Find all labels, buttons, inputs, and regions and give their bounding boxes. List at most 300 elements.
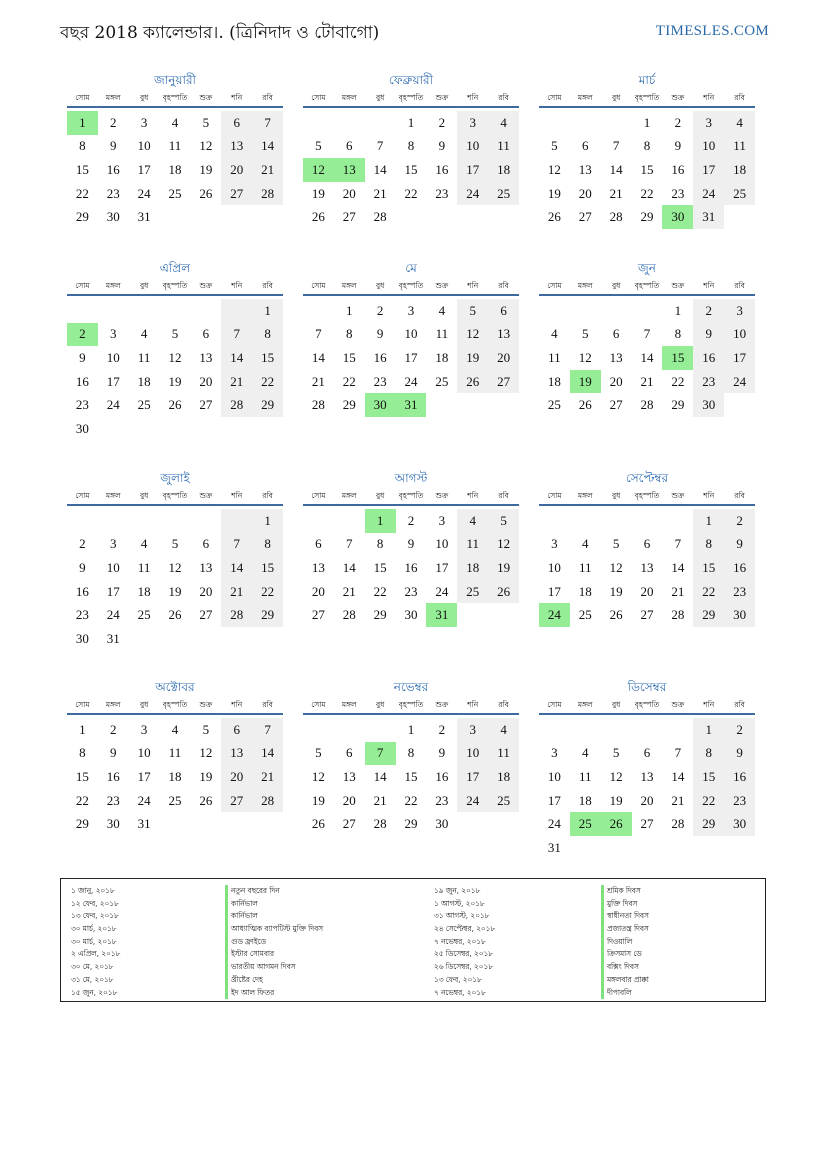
weekday-label: শুক্র [199, 281, 213, 290]
legend-holiday-name: কার্নিভাল [225, 910, 323, 923]
day: 17 [106, 583, 120, 599]
day: 17 [693, 158, 724, 182]
legend-date: ৩০ মার্চ, ২০১৮ [71, 924, 117, 934]
day: 28 [252, 182, 283, 206]
day: 10 [547, 768, 561, 784]
day: 6 [582, 138, 589, 154]
weekday-label: বুধ [139, 93, 149, 102]
day: 19 [199, 768, 213, 784]
weekday-label: বুধ [375, 700, 385, 709]
weekday-label: বৃহস্পতি [162, 491, 188, 500]
empty-day [457, 205, 488, 229]
day: 15 [252, 556, 283, 580]
weekday-label: সোম [311, 700, 326, 709]
day: 7 [612, 138, 620, 154]
day: 13 [609, 349, 623, 365]
day: 3 [407, 302, 415, 318]
day-grid [67, 509, 283, 651]
weekday-label: মঙ্গল [341, 491, 357, 500]
empty-day [221, 417, 252, 441]
day: 25 [578, 607, 592, 623]
day: 22 [342, 373, 356, 389]
day: 2 [376, 302, 384, 318]
month-calendar [539, 677, 755, 860]
day: 24 [457, 182, 488, 206]
day: 30 [693, 393, 724, 417]
day: 14 [373, 161, 387, 177]
day: 26 [199, 792, 213, 808]
day: 15 [693, 556, 724, 580]
day: 26 [578, 397, 592, 413]
empty-day [160, 812, 191, 836]
legend-date: ৩০ মার্চ, ২০১৮ [71, 936, 117, 946]
day: 2 [438, 114, 446, 130]
day: 25 [488, 789, 519, 813]
legend-names-col-2 [601, 885, 649, 999]
day: 5 [202, 114, 210, 130]
day: 8 [643, 138, 651, 154]
day: 6 [221, 718, 252, 742]
day-grid [539, 111, 755, 229]
empty-day [160, 299, 191, 323]
day: 9 [438, 745, 446, 761]
day: 15 [404, 768, 418, 784]
day: 1 [693, 509, 724, 533]
day: 4 [140, 536, 148, 552]
weekday-header [303, 488, 519, 506]
empty-day [334, 509, 365, 533]
day: 24 [404, 373, 418, 389]
day: 23 [724, 789, 755, 813]
legend-dates-col-1 [71, 885, 120, 999]
day: 18 [578, 792, 592, 808]
empty-day [190, 812, 221, 836]
day-grid [539, 718, 755, 860]
day: 21 [640, 373, 654, 389]
day: 17 [457, 765, 488, 789]
weekday-label: শনি [703, 281, 715, 290]
day: 23 [435, 792, 449, 808]
empty-day [539, 299, 570, 323]
day: 24 [106, 607, 120, 623]
empty-day [539, 111, 570, 135]
weekday-label: রবি [734, 281, 745, 290]
day: 27 [342, 816, 356, 832]
empty-day [601, 836, 632, 860]
day: 24 [137, 792, 151, 808]
day: 20 [640, 583, 654, 599]
legend-date: ৩১ মে, ২০১৮ [71, 974, 114, 984]
day: 21 [221, 370, 252, 394]
day: 24 [547, 816, 561, 832]
site-link[interactable]: TIMESLES.COM [655, 23, 769, 39]
day: 4 [438, 302, 446, 318]
legend-holiday-name: ইস্টার সোমবার [225, 948, 323, 961]
weekday-label: বুধ [139, 491, 149, 500]
page-header [60, 18, 769, 48]
day: 6 [221, 111, 252, 135]
day: 11 [457, 533, 488, 557]
weekday-label: বুধ [139, 700, 149, 709]
day: 24 [106, 397, 120, 413]
day: 12 [488, 533, 519, 557]
empty-day [539, 718, 570, 742]
day: 13 [578, 161, 592, 177]
day: 13 [221, 742, 252, 766]
day: 16 [671, 161, 685, 177]
day: 6 [346, 745, 353, 761]
day: 22 [252, 370, 283, 394]
day: 29 [671, 397, 685, 413]
day: 7 [674, 536, 682, 552]
day: 21 [609, 185, 623, 201]
weekday-label: বুধ [375, 93, 385, 102]
day: 1 [252, 509, 283, 533]
day: 24 [724, 370, 755, 394]
empty-day [334, 111, 365, 135]
day: 17 [547, 792, 561, 808]
day: 22 [671, 373, 685, 389]
day: 31 [693, 205, 724, 229]
day: 16 [724, 556, 755, 580]
day-grid [67, 111, 283, 229]
legend-holiday-name: খ্রীষ্টের দেহ [225, 974, 323, 987]
empty-day [221, 299, 252, 323]
weekday-label: শুক্র [671, 281, 685, 290]
empty-day [632, 836, 663, 860]
day: 27 [609, 397, 623, 413]
day: 20 [342, 792, 356, 808]
day: 25 [137, 607, 151, 623]
day: 5 [315, 745, 322, 761]
day: 29 [75, 209, 89, 225]
month-calendar [303, 258, 519, 417]
day: 3 [140, 114, 148, 130]
day: 14 [609, 161, 623, 177]
day: 18 [168, 161, 182, 177]
weekday-label: রবি [498, 281, 509, 290]
day-grid [67, 718, 283, 836]
day: 22 [693, 789, 724, 813]
empty-day [632, 718, 663, 742]
day: 8 [79, 745, 86, 761]
empty-day [570, 718, 601, 742]
day: 13 [488, 323, 519, 347]
weekday-label: বৃহস্পতি [398, 281, 424, 290]
weekday-label: শনি [231, 281, 243, 290]
empty-day [303, 299, 334, 323]
day: 27 [578, 209, 592, 225]
day: 20 [199, 373, 213, 389]
weekday-label: বৃহস্পতি [398, 93, 424, 102]
empty-day [601, 509, 632, 533]
day: 2 [438, 721, 446, 737]
day: 20 [609, 373, 623, 389]
day: 22 [693, 580, 724, 604]
month-name: মে [405, 261, 417, 275]
day: 4 [140, 326, 148, 342]
day: 11 [168, 138, 182, 154]
day: 29 [640, 209, 654, 225]
empty-day [539, 509, 570, 533]
weekday-label: রবি [498, 700, 509, 709]
empty-day [570, 836, 601, 860]
day: 28 [671, 607, 685, 623]
day: 21 [252, 158, 283, 182]
day: 2 [407, 512, 415, 528]
day: 4 [488, 718, 519, 742]
holiday-day: 30 [365, 393, 396, 417]
day: 23 [75, 607, 89, 623]
day: 25 [457, 580, 488, 604]
day: 12 [168, 349, 182, 365]
month-calendar [539, 468, 755, 627]
empty-day [426, 393, 457, 417]
day: 26 [457, 370, 488, 394]
day: 17 [106, 373, 120, 389]
day: 18 [724, 158, 755, 182]
weekday-label: বৃহস্পতি [634, 700, 660, 709]
day: 19 [488, 556, 519, 580]
weekday-label: শনি [231, 700, 243, 709]
day: 4 [457, 509, 488, 533]
day: 1 [674, 302, 682, 318]
empty-day [396, 205, 427, 229]
day: 5 [612, 745, 620, 761]
weekday-label: সোম [311, 93, 326, 102]
day: 10 [106, 559, 120, 575]
weekday-label: মঙ্গল [105, 93, 121, 102]
legend-date: ১৩ ফেব, ২০১৮ [71, 911, 119, 921]
weekday-label: মঙ্গল [105, 281, 121, 290]
holiday-day: 31 [396, 393, 427, 417]
weekday-label: শুক্র [199, 93, 213, 102]
day: 7 [221, 533, 252, 557]
day: 30 [75, 630, 89, 646]
empty-day [67, 509, 98, 533]
day: 26 [199, 185, 213, 201]
holiday-day: 1 [365, 509, 396, 533]
day: 28 [311, 397, 325, 413]
weekday-label: বৃহস্পতি [162, 93, 188, 102]
empty-day [160, 205, 191, 229]
weekday-label: বৃহস্পতি [634, 281, 660, 290]
empty-day [724, 393, 755, 417]
weekday-label: সোম [75, 700, 90, 709]
day: 23 [75, 397, 89, 413]
day: 5 [171, 536, 179, 552]
empty-day [98, 299, 129, 323]
day: 6 [202, 326, 210, 342]
weekday-label: বুধ [375, 491, 385, 500]
weekday-label: শনি [703, 700, 715, 709]
legend-holiday-name: দীপাবলি [601, 987, 649, 1000]
day: 26 [609, 607, 623, 623]
weekday-label: বৃহস্পতি [634, 93, 660, 102]
day: 9 [438, 138, 446, 154]
day: 16 [435, 768, 449, 784]
day: 14 [671, 768, 685, 784]
weekday-label: সোম [75, 281, 90, 290]
day: 18 [578, 583, 592, 599]
empty-day [303, 718, 334, 742]
weekday-label: রবি [734, 93, 745, 102]
day: 18 [168, 768, 182, 784]
holiday-day: 2 [67, 323, 98, 347]
day: 29 [342, 397, 356, 413]
day: 28 [373, 816, 387, 832]
day: 5 [457, 299, 488, 323]
weekday-label: শুক্র [671, 93, 685, 102]
empty-day [365, 718, 396, 742]
day: 13 [342, 768, 356, 784]
day: 9 [724, 533, 755, 557]
day: 16 [724, 765, 755, 789]
holiday-day: 25 [570, 812, 601, 836]
day: 20 [578, 185, 592, 201]
day: 28 [373, 209, 387, 225]
weekday-label: শুক্র [435, 281, 449, 290]
weekday-label: বুধ [375, 281, 385, 290]
month-calendar [67, 258, 283, 441]
day: 10 [693, 135, 724, 159]
weekday-label: বৃহস্পতি [162, 700, 188, 709]
day: 12 [199, 745, 213, 761]
day: 4 [582, 745, 589, 761]
day: 7 [252, 718, 283, 742]
day: 27 [199, 397, 213, 413]
month-name: এপ্রিল [159, 261, 191, 275]
day: 6 [643, 745, 651, 761]
day: 29 [252, 393, 283, 417]
day: 16 [404, 559, 418, 575]
day: 22 [75, 792, 89, 808]
day: 21 [221, 580, 252, 604]
day: 19 [311, 792, 325, 808]
day: 19 [609, 792, 623, 808]
day: 15 [640, 161, 654, 177]
empty-day [693, 836, 724, 860]
day: 19 [547, 185, 561, 201]
day: 26 [311, 209, 325, 225]
day: 8 [376, 536, 384, 552]
day: 23 [435, 185, 449, 201]
day: 3 [724, 299, 755, 323]
weekday-label: সোম [75, 93, 90, 102]
empty-day [570, 509, 601, 533]
month-name: ফেব্রুয়ারী [388, 73, 434, 87]
day: 30 [724, 603, 755, 627]
empty-day [457, 812, 488, 836]
day: 6 [202, 536, 210, 552]
day: 30 [724, 812, 755, 836]
weekday-label: বুধ [611, 281, 621, 290]
day: 18 [137, 373, 151, 389]
weekday-label: বুধ [611, 700, 621, 709]
empty-day [601, 111, 632, 135]
day: 14 [252, 135, 283, 159]
weekday-header [67, 488, 283, 506]
weekday-label: মঙ্গল [105, 700, 121, 709]
weekday-header [303, 278, 519, 296]
weekday-label: রবি [262, 93, 273, 102]
day: 9 [674, 138, 682, 154]
empty-day [252, 627, 283, 651]
empty-day [129, 509, 160, 533]
empty-day [570, 299, 601, 323]
day: 29 [373, 607, 387, 623]
day: 16 [373, 349, 387, 365]
legend-date: ১ জানু, ২০১৮ [71, 886, 115, 895]
weekday-label: বৃহস্পতি [398, 700, 424, 709]
weekday-label: শনি [231, 491, 243, 500]
day: 10 [547, 559, 561, 575]
weekday-header [67, 697, 283, 715]
legend-holiday-name: ক্রিসমাস ডে [601, 948, 649, 961]
day: 17 [137, 768, 151, 784]
day: 17 [547, 583, 561, 599]
month-calendar [539, 70, 755, 229]
day: 11 [579, 559, 592, 575]
day: 13 [311, 559, 325, 575]
day: 3 [551, 745, 558, 761]
day: 17 [457, 158, 488, 182]
day-grid [539, 299, 755, 417]
day: 24 [457, 789, 488, 813]
day: 31 [137, 209, 151, 225]
holiday-day: 31 [426, 603, 457, 627]
day: 29 [252, 603, 283, 627]
day: 2 [110, 721, 117, 737]
holiday-day: 15 [662, 346, 693, 370]
holiday-legend [60, 878, 766, 1002]
holiday-day: 26 [601, 812, 632, 836]
day: 10 [457, 742, 488, 766]
legend-date: ৩০ মে, ২০১৮ [71, 962, 114, 972]
day: 12 [168, 559, 182, 575]
weekday-label: শনি [467, 491, 479, 500]
day: 3 [457, 111, 488, 135]
day: 3 [438, 512, 446, 528]
day: 4 [171, 114, 179, 130]
day: 26 [547, 209, 561, 225]
empty-day [488, 812, 519, 836]
day: 29 [404, 816, 418, 832]
weekday-label: মঙ্গল [341, 700, 357, 709]
day: 22 [252, 580, 283, 604]
day: 29 [693, 603, 724, 627]
day: 8 [407, 138, 415, 154]
day: 28 [609, 209, 623, 225]
day: 14 [311, 349, 325, 365]
day: 2 [693, 299, 724, 323]
day: 31 [547, 839, 561, 855]
day: 15 [75, 161, 89, 177]
weekday-label: সোম [311, 281, 326, 290]
day: 21 [252, 765, 283, 789]
day: 28 [221, 603, 252, 627]
day: 27 [640, 816, 654, 832]
legend-date: ২৫ ডিসেম্বর, ২০১৮ [434, 949, 493, 959]
empty-day [160, 509, 191, 533]
day: 9 [110, 138, 117, 154]
day: 18 [457, 556, 488, 580]
weekday-header [539, 90, 755, 108]
day: 24 [693, 182, 724, 206]
day: 22 [75, 185, 89, 201]
weekday-label: শুক্র [435, 93, 449, 102]
weekday-label: মঙ্গল [341, 93, 357, 102]
